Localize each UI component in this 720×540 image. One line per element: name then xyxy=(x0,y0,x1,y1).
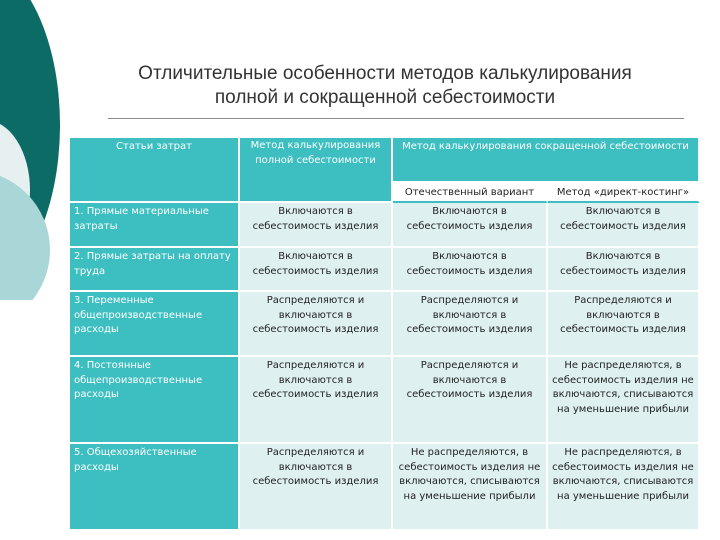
cell-domestic: Распределяются и включаются в себестоимость изделия xyxy=(393,292,548,357)
row-label: 5. Общехозяйственные расходы xyxy=(70,444,240,531)
cell-full: Распределяются и включаются в себестоимость изделия xyxy=(240,444,393,531)
comparison-table xyxy=(70,138,700,531)
row-label: 1. Прямые материальные затраты xyxy=(70,203,240,248)
cell-direct: Включаются в себестоимость изделия xyxy=(548,248,700,292)
cell-direct: Не распределяются, в себестоимость изделия не включаются, списываются на уменьшение прибыли xyxy=(548,444,700,531)
cell-direct: Не распределяются, в себестоимость изделия не включаются, списываются на уменьшение прибыли xyxy=(548,357,700,444)
title-line-2: полной и сокращенной себестоимости xyxy=(214,87,556,108)
row-label: 2. Прямые затраты на оплату труда xyxy=(70,248,240,292)
row-label: 4. Постоянные общепроизводственные расходы xyxy=(70,357,240,444)
cell-full: Распределяются и включаются в себестоимость изделия xyxy=(240,357,393,444)
header-domestic-variant: Отечественный вариант xyxy=(393,183,548,203)
header-cost-items: Статьи затрат xyxy=(70,138,240,203)
cell-domestic: Включаются в себестоимость изделия xyxy=(393,248,548,292)
cell-domestic: Распределяются и включаются в себестоимость изделия xyxy=(393,357,548,444)
cell-domestic: Не распределяются, в себестоимость изделия не включаются, списываются на уменьшение прибыли xyxy=(393,444,548,531)
cell-direct: Включаются в себестоимость изделия xyxy=(548,203,700,248)
cell-direct: Распределяются и включаются в себестоимость изделия xyxy=(548,292,700,357)
title-divider xyxy=(108,118,684,119)
cell-full: Включаются в себестоимость изделия xyxy=(240,248,393,292)
cell-domestic: Включаются в себестоимость изделия xyxy=(393,203,548,248)
title-line-1: Отличительные особенности методов калькулирования xyxy=(138,63,632,84)
slide-title xyxy=(90,62,680,110)
cell-full: Распределяются и включаются в себестоимость изделия xyxy=(240,292,393,357)
header-direct-costing: Метод «директ-костинг» xyxy=(548,183,700,203)
header-reduced-costing: Метод калькулирования сокращенной себестоимости xyxy=(393,138,700,183)
header-full-costing: Метод калькулирования полной себестоимости xyxy=(240,138,393,203)
row-label: 3. Переменные общепроизводственные расходы xyxy=(70,292,240,357)
cell-full: Включаются в себестоимость изделия xyxy=(240,203,393,248)
decorative-circles xyxy=(0,0,60,300)
